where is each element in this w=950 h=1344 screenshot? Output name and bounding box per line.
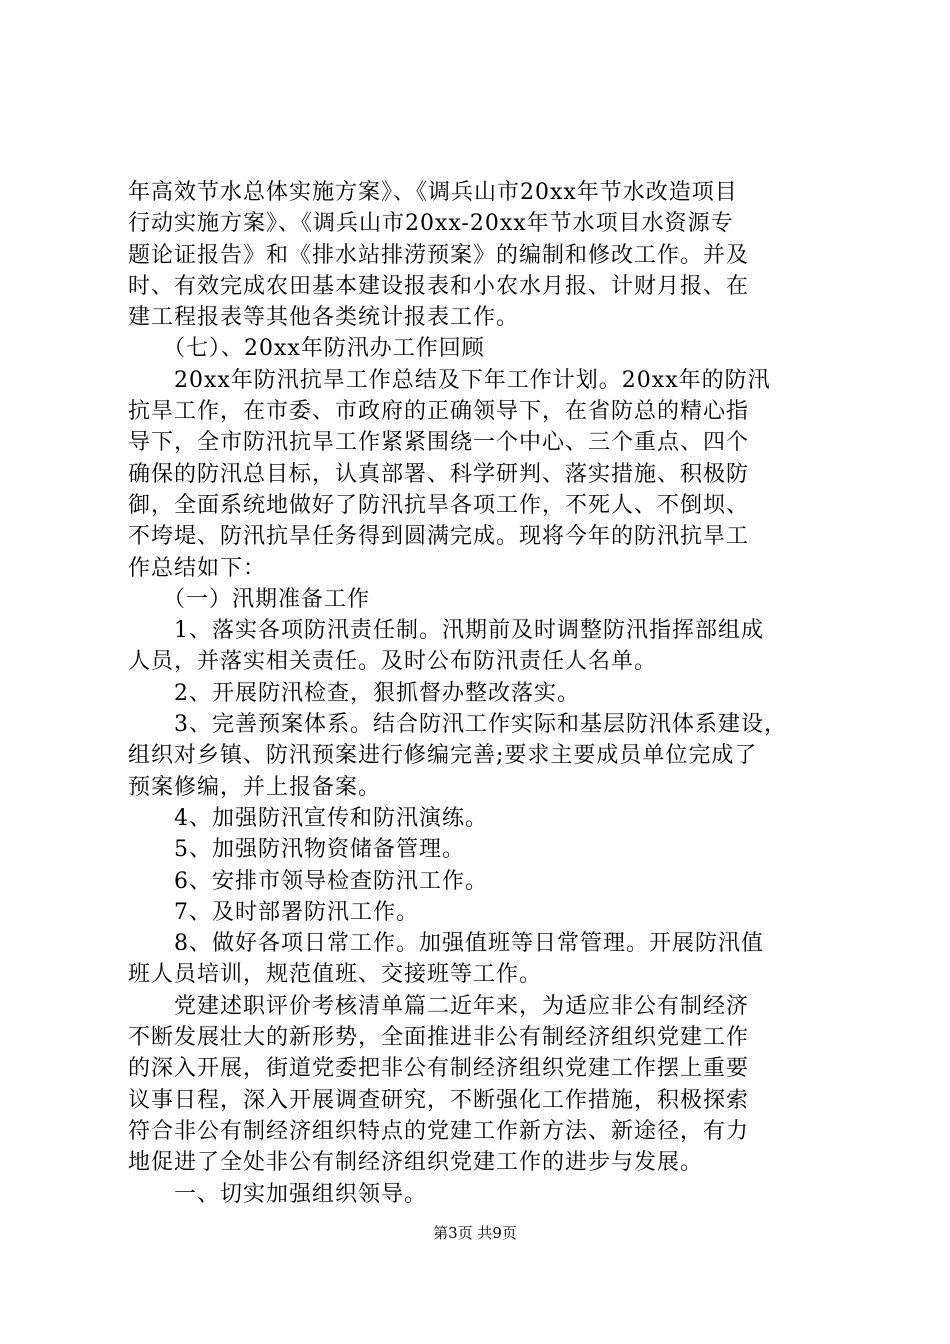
text-line: 的深入开展，街道党委把非公有制经济组织党建工作摆上重要: [128, 1056, 750, 1082]
text-line: 一、切实加强组织领导。: [128, 1181, 428, 1207]
text-line: 组织对乡镇、防汛预案进行修编完善;要求主要成员单位完成了: [128, 743, 758, 769]
text-line: 预案修编，并上报备案。: [128, 774, 382, 800]
text-line: 不断发展壮大的新形势，全面推进非公有制经济组织党建工作: [128, 1025, 750, 1051]
text-line: 御，全面系统地做好了防汛抗旱各项工作，不死人、不倒坝、: [128, 492, 750, 518]
text-line: 人员，并落实相关责任。及时公布防汛责任人名单。: [128, 649, 658, 675]
text-line: 20xx年防汛抗旱工作总结及下年工作计划。20xx年的防汛: [128, 367, 771, 393]
text-line: 7、及时部署防汛工作。: [128, 899, 419, 925]
text-line: 时、有效完成农田基本建设报表和小农水月报、计财月报、在: [128, 273, 750, 299]
text-line: 3、完善预案体系。结合防汛工作实际和基层防汛体系建设，: [128, 712, 787, 738]
text-line: 建工程报表等其他各类统计报表工作。: [128, 305, 520, 331]
text-line: （一）汛期准备工作: [128, 586, 371, 612]
text-line: 符合非公有制经济组织特点的党建工作新方法、新途径，有力: [128, 1118, 750, 1144]
text-line: 确保的防汛总目标，认真部署、科学研判、落实措施、积极防: [128, 461, 750, 487]
text-line: 行动实施方案》、《调兵山市20xx-20xx年节水项目水资源专: [128, 211, 734, 237]
text-line: 6、安排市领导检查防汛工作。: [128, 868, 488, 894]
text-line: 地促进了全处非公有制经济组织党建工作的进步与发展。: [128, 1150, 704, 1176]
text-line: 2、开展防汛检查，狠抓督办整改落实。: [128, 680, 580, 706]
document-body: [128, 177, 833, 1210]
text-line: 8、做好各项日常工作。加强值班等日常管理。开展防汛值: [128, 931, 764, 957]
text-line: 党建述职评价考核清单篇二近年来，为适应非公有制经济: [128, 993, 750, 1019]
text-line: 年高效节水总体实施方案》、《调兵山市20xx年节水改造项目: [128, 180, 738, 205]
page-footer: 第3页 共9页: [433, 1224, 517, 1242]
text-line: 5、加强防汛物资储备管理。: [128, 837, 465, 863]
text-line: 题论证报告》和《排水站排涝预案》的编制和修改工作。并及: [128, 242, 750, 268]
text-line: 作总结如下：: [128, 555, 267, 581]
text-line: 班人员培训，规范值班、交接班等工作。: [128, 962, 543, 988]
text-line: 议事日程，深入开展调查研究，不断强化工作措施，积极探索: [128, 1087, 750, 1113]
text-line: （七）、20xx年防汛办工作回顾: [128, 336, 485, 362]
text-line: 4、加强防汛宣传和防汛演练。: [128, 805, 488, 831]
text-line: 导下，全市防汛抗旱工作紧紧围绕一个中心、三个重点、四个: [128, 430, 750, 456]
text-line: 不垮堤、防汛抗旱任务得到圆满完成。现将今年的防汛抗旱工: [128, 524, 750, 550]
text-line: 抗旱工作，在市委、市政府的正确领导下，在省防总的精心指: [128, 399, 750, 425]
text-line: 1、落实各项防汛责任制。汛期前及时调整防汛指挥部组成: [128, 618, 764, 644]
